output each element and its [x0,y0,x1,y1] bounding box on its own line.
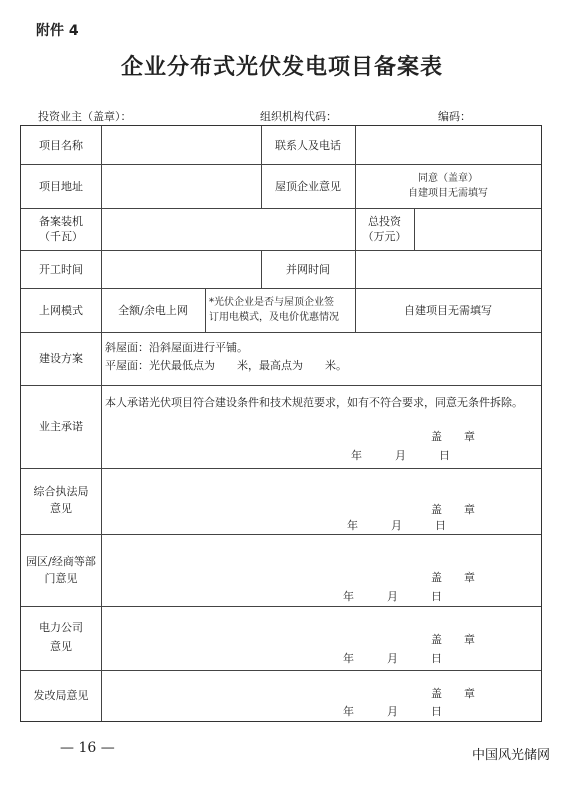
law-enforcement-field[interactable] [103,470,539,532]
roof-opinion-note: 自建项目无需填写 [408,188,488,199]
power-company-field[interactable] [103,608,539,668]
grid-time-field[interactable] [357,252,539,286]
grid-time-label: 并网时间 [286,263,330,276]
date-text: 年 月 日 [351,449,450,462]
page-number: — 16 — [60,740,115,756]
start-time-label: 开工时间 [39,262,83,276]
agreement-question-cont: 订用电模式，及电价优惠情况 [209,312,339,323]
page-title: 企业分布式光伏发电项目备案表 [120,54,443,80]
power-company-label-cont: 意见 [50,640,72,653]
seal-text: 盖 章 [431,571,475,584]
law-enforcement-label: 综合执法局 [33,485,89,498]
project-address-field[interactable] [103,166,259,206]
investor-label: 投资业主（盖章）： [38,110,132,123]
park-dept-field[interactable] [103,536,539,604]
agreement-note: 自建项目无需填写 [404,304,492,317]
capacity-unit: （千瓦） [39,230,83,243]
contact-label: 联系人及电话 [275,139,341,152]
roof-opinion-consent: 同意（盖章） [418,173,478,184]
park-dept-label: 园区/经商等部 [26,555,96,568]
seal-text: 盖 章 [431,430,475,443]
grid-mode-label: 上网模式 [39,303,83,317]
project-address-label: 项目地址 [39,179,83,193]
flat-roof-text: 平屋面：光伏最低点为 米，最高点为 米。 [105,359,347,372]
project-name-field[interactable] [103,128,259,162]
roof-opinion-label: 屋顶企业意见 [275,180,341,193]
investment-unit: （万元） [362,230,407,243]
date-text: 年 月 日 [343,590,442,603]
seal-text: 盖 章 [431,633,475,646]
commitment-text: 本人承诺光伏项目符合建设条件和技术规范要求，如有不符合要求，同意无条件拆除。 [105,396,523,409]
construction-plan-label: 建设方案 [39,352,83,365]
org-code-label: 组织机构代码： [260,110,337,123]
attachment-label: 附件 4 [36,23,79,39]
capacity-label: 备案装机 [39,215,83,228]
law-enforcement-label-cont: 意见 [50,502,72,515]
park-dept-label-cont: 门意见 [44,572,78,585]
agreement-question: *光伏企业是否与屋顶企业签 [209,297,334,308]
grid-mode-value: 全额/余电上网 [118,304,188,317]
investment-label: 总投资 [368,215,401,228]
project-name-label: 项目名称 [39,138,83,152]
seal-text: 盖 章 [431,687,475,700]
dev-reform-label: 发改局意见 [33,689,89,702]
date-text: 年 月 日 [343,652,442,665]
start-time-field[interactable] [103,252,259,286]
power-company-label: 电力公司 [39,621,83,634]
seal-text: 盖 章 [431,503,475,516]
date-text: 年 月 日 [347,519,446,532]
capacity-field[interactable] [103,210,353,248]
filing-form [20,125,542,722]
owner-commitment-label: 业主承诺 [39,420,83,433]
dev-reform-field[interactable] [103,672,539,719]
contact-field[interactable] [357,128,539,162]
watermark: 中国风光储网 [472,748,551,763]
serial-label: 编码： [438,110,471,123]
investment-field[interactable] [416,210,539,248]
date-text: 年 月 日 [343,705,442,718]
pitched-roof-text: 斜屋面：沿斜屋面进行平铺。 [105,341,248,354]
